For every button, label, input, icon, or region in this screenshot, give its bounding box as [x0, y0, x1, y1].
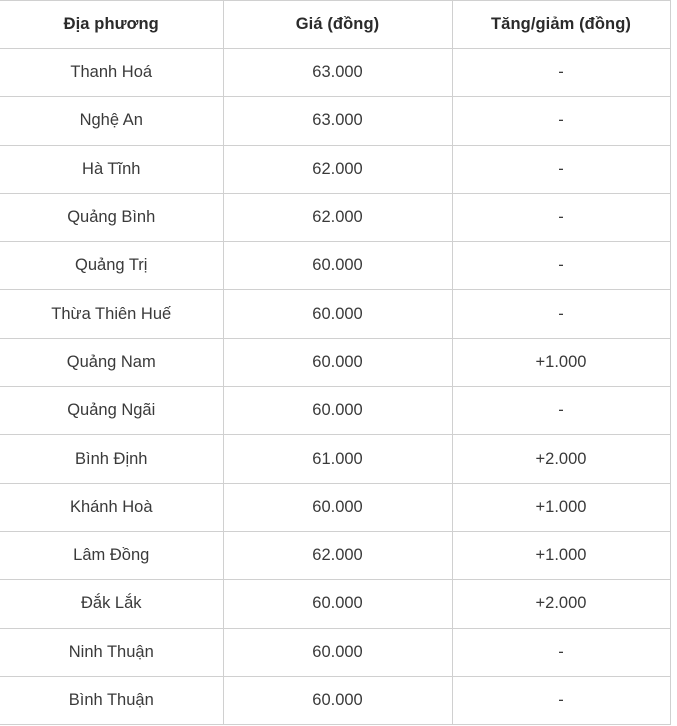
cell-price: 60.000 — [223, 338, 452, 386]
table-row — [0, 290, 677, 338]
table-row — [0, 676, 677, 724]
row-spacer-cell — [670, 49, 677, 97]
cell-change: - — [452, 97, 670, 145]
cell-price: 62.000 — [223, 531, 452, 579]
cell-price: 60.000 — [223, 387, 452, 435]
table-row — [0, 387, 677, 435]
table-row — [0, 193, 677, 241]
table-body — [0, 49, 677, 725]
cell-locality: Ninh Thuận — [0, 628, 223, 676]
cell-change: - — [452, 387, 670, 435]
cell-price: 62.000 — [223, 145, 452, 193]
cell-change: +1.000 — [452, 483, 670, 531]
cell-price: 61.000 — [223, 435, 452, 483]
cell-price: 62.000 — [223, 193, 452, 241]
column-header-price: Giá (đồng) — [223, 1, 452, 49]
cell-locality: Quảng Nam — [0, 338, 223, 386]
cell-locality: Lâm Đồng — [0, 531, 223, 579]
cell-change: - — [452, 290, 670, 338]
row-spacer-cell — [670, 97, 677, 145]
row-spacer-cell — [670, 387, 677, 435]
row-spacer-cell — [670, 628, 677, 676]
table-row — [0, 145, 677, 193]
cell-change: - — [452, 193, 670, 241]
cell-locality: Bình Thuận — [0, 676, 223, 724]
table-header — [0, 1, 677, 49]
cell-price: 60.000 — [223, 628, 452, 676]
cell-locality: Đắk Lắk — [0, 580, 223, 628]
cell-locality: Thanh Hoá — [0, 49, 223, 97]
cell-price: 60.000 — [223, 676, 452, 724]
cell-change: +2.000 — [452, 580, 670, 628]
cell-change: +1.000 — [452, 338, 670, 386]
column-header-locality: Địa phương — [0, 1, 223, 49]
cell-price: 60.000 — [223, 242, 452, 290]
cell-price: 60.000 — [223, 483, 452, 531]
cell-change: - — [452, 49, 670, 97]
cell-locality: Thừa Thiên Huế — [0, 290, 223, 338]
header-row — [0, 1, 677, 49]
cell-change: +1.000 — [452, 531, 670, 579]
row-spacer-cell — [670, 338, 677, 386]
table-row — [0, 580, 677, 628]
cell-locality: Nghệ An — [0, 97, 223, 145]
table-row — [0, 531, 677, 579]
row-spacer-cell — [670, 193, 677, 241]
cell-price: 60.000 — [223, 290, 452, 338]
cell-change: +2.000 — [452, 435, 670, 483]
row-spacer-cell — [670, 435, 677, 483]
cell-locality: Khánh Hoà — [0, 483, 223, 531]
cell-price: 60.000 — [223, 580, 452, 628]
cell-locality: Quảng Trị — [0, 242, 223, 290]
row-spacer-cell — [670, 580, 677, 628]
table-row — [0, 628, 677, 676]
cell-locality: Hà Tĩnh — [0, 145, 223, 193]
cell-change: - — [452, 145, 670, 193]
row-spacer-cell — [670, 242, 677, 290]
row-spacer-cell — [670, 483, 677, 531]
header-spacer-cell — [670, 1, 677, 49]
cell-change: - — [452, 676, 670, 724]
cell-change: - — [452, 628, 670, 676]
cell-price: 63.000 — [223, 97, 452, 145]
table-row — [0, 483, 677, 531]
table-row — [0, 242, 677, 290]
cell-locality: Bình Định — [0, 435, 223, 483]
row-spacer-cell — [670, 145, 677, 193]
cell-price: 63.000 — [223, 49, 452, 97]
row-spacer-cell — [670, 531, 677, 579]
row-spacer-cell — [670, 676, 677, 724]
cell-locality: Quảng Bình — [0, 193, 223, 241]
table-row — [0, 97, 677, 145]
table-row — [0, 338, 677, 386]
cell-change: - — [452, 242, 670, 290]
row-spacer-cell — [670, 290, 677, 338]
column-header-change: Tăng/giảm (đồng) — [452, 1, 670, 49]
table-row — [0, 435, 677, 483]
cell-locality: Quảng Ngãi — [0, 387, 223, 435]
table-row — [0, 49, 677, 97]
